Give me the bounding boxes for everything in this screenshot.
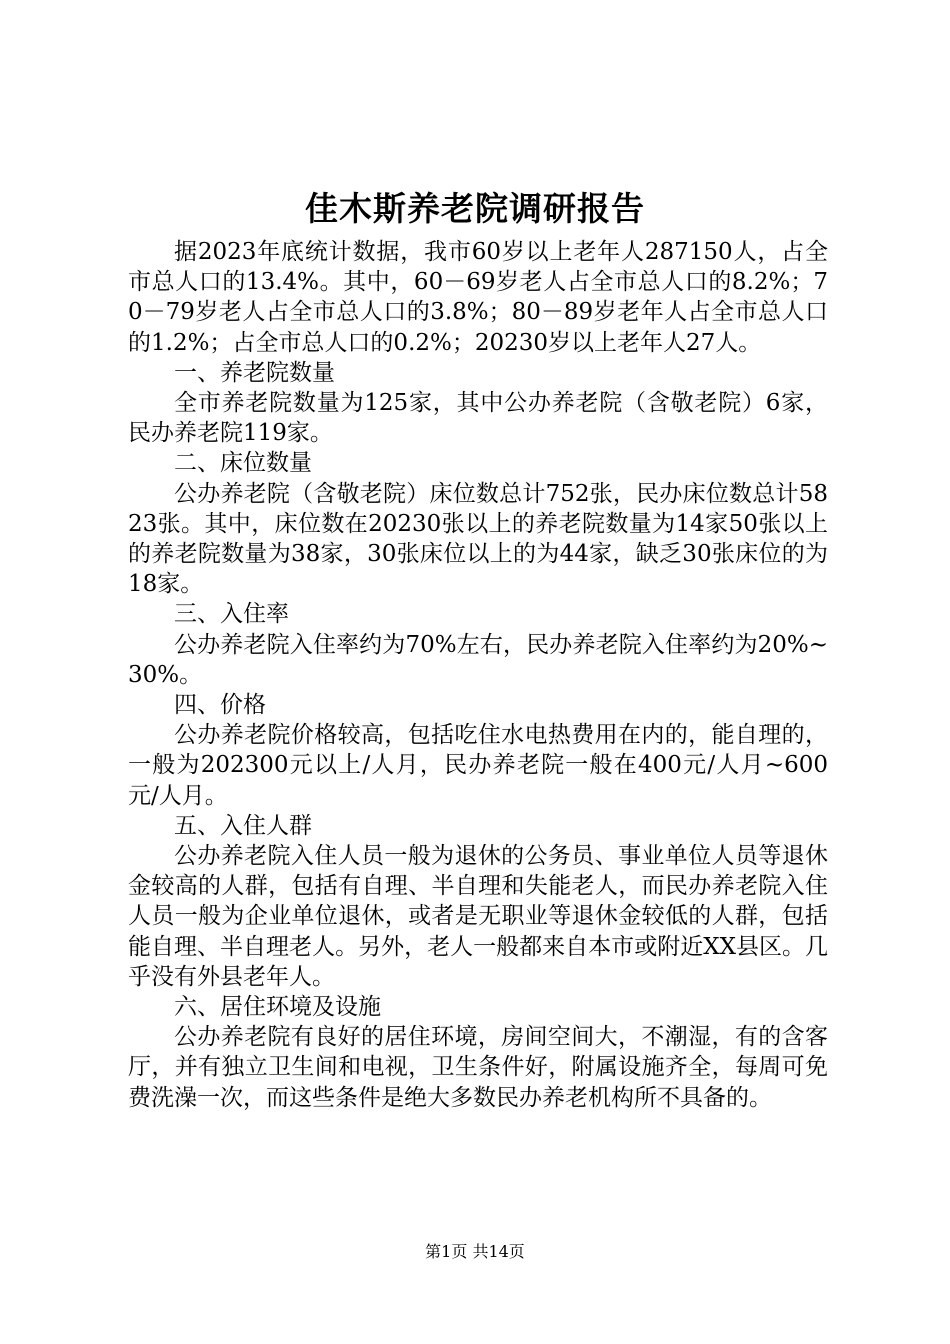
page-number-footer: 第1页 共14页 bbox=[425, 1242, 525, 1261]
heading-count: 一、养老院数量 bbox=[174, 359, 335, 386]
paragraph-statistics: 据2023年底统计数据，我市60岁以上老年人287150人，占全市总人口的13.4%。其中，60－69岁老人占全市总人口的8.2%；70－79岁老人占全市总人口的3.8%；80－89岁老年人占全市总人口的1.2%；占全市总人口的0.2%；20230岁以上老年人27人。 bbox=[128, 239, 828, 356]
paragraph-environment: 公办养老院有良好的居住环境，房间空间大，不潮湿，有的含客厅，并有独立卫生间和电视，卫生条件好，附属设施齐全，每周可免费洗澡一次，而这些条件是绝大多数民办养老机构所不具备的。 bbox=[128, 1024, 828, 1111]
heading-environment: 六、居住环境及设施 bbox=[174, 994, 381, 1021]
heading-price: 四、价格 bbox=[174, 692, 266, 719]
paragraph-residents: 公办养老院入住人员一般为退休的公务员、事业单位人员等退休金较高的人群，包括有自理、半自理和失能老人，而民办养老院入住人员一般为企业单位退休，或者是无职业等退休金较低的人群，包括能自理、半自理老人。另外，老人一般都来自本市或附近XX县区。几乎没有外县老年人。 bbox=[128, 843, 828, 990]
paragraph-beds: 公办养老院（含敬老院）床位数总计752张，民办床位数总计5823张。其中，床位数在20230张以上的养老院数量为14家50张以上的养老院数量为38家，30张床位以上的为44家，缺乏30张床位的为18家。 bbox=[128, 480, 828, 598]
heading-beds: 二、床位数量 bbox=[174, 450, 312, 477]
heading-residents: 五、入住人群 bbox=[174, 812, 312, 839]
document-title: 佳木斯养老院调研报告 bbox=[305, 189, 645, 228]
paragraph-price: 公办养老院价格较高，包括吃住水电热费用在内的，能自理的，一般为202300元以上/人月，民办养老院一般在400元/人月~600元/人月。 bbox=[128, 722, 828, 809]
paragraph-count: 全市养老院数量为125家，其中公办养老院（含敬老院）6家，民办养老院119家。 bbox=[128, 390, 828, 447]
paragraph-occupancy: 公办养老院入住率约为70%左右，民办养老院入住率约为20%~30%。 bbox=[128, 631, 828, 688]
heading-occupancy: 三、入住率 bbox=[174, 601, 289, 628]
document-body bbox=[128, 237, 828, 1113]
